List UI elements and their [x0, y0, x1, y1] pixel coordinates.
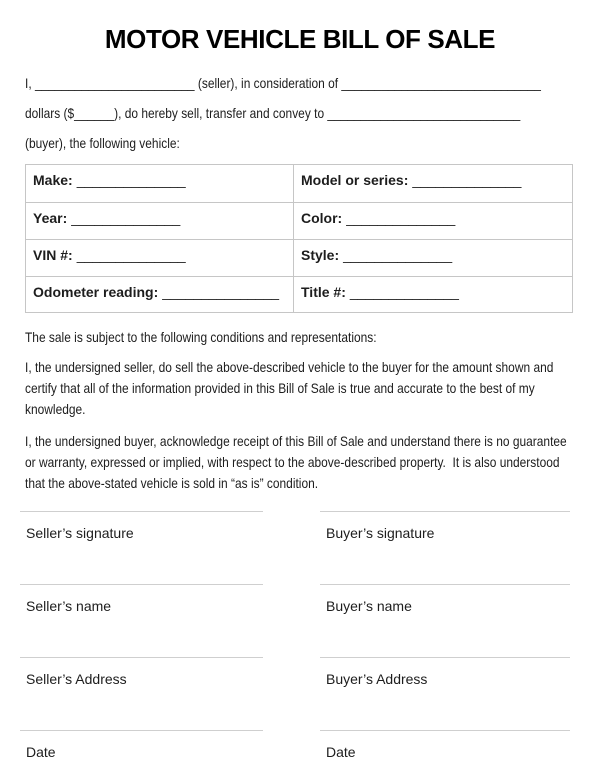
seller-date-field: [20, 730, 263, 780]
dollar-amount-blank: ______: [74, 105, 115, 121]
consideration-amount-blank: ______________________________: [341, 75, 541, 91]
signature-label: Seller’s signature: [26, 525, 134, 541]
field-label: Title #:: [301, 284, 346, 300]
make-field: [26, 165, 294, 202]
buyer-acknowledgment-paragraph: I, the undersigned buyer, acknowledge receipt of this Bill of Sale and understand there is no guarantee or warranty, expressed or implied, with respect to the above-described property. It is also understood that the above-stated vehicle is sold in “as is” condition.: [25, 433, 571, 491]
signature-section: [20, 511, 600, 780]
intro-line-3: (buyer), the following vehicle:: [25, 135, 180, 151]
conditions-heading: The sale is subject to the following conditions and representations:: [25, 329, 377, 345]
intro-text: (seller), in consideration of: [194, 75, 342, 91]
signature-label: Buyer’s name: [326, 598, 412, 614]
seller-certification-paragraph: I, the undersigned seller, do sell the above-described vehicle to the buyer for the amount shown and certify that all of the information provided in this Bill of Sale is true and accurate to the best of my knowledge.: [25, 359, 554, 417]
signature-label: Buyer’s signature: [326, 525, 435, 541]
field-label: VIN #:: [33, 247, 73, 263]
field-label: Year:: [33, 210, 68, 226]
signature-label: Buyer’s Address: [326, 671, 428, 687]
model-field: [294, 165, 572, 202]
field-label: Style:: [301, 247, 340, 263]
intro-line-1: [25, 68, 575, 98]
seller-name-blank: ________________________: [34, 75, 195, 91]
signature-label: Date: [326, 744, 356, 760]
signature-label: Seller’s name: [26, 598, 112, 614]
field-label: Odometer reading:: [33, 284, 159, 300]
year-field: [26, 202, 294, 239]
buyer-address-field: [320, 657, 570, 730]
field-label: Color:: [301, 210, 343, 226]
intro-text: ), do hereby sell, transfer and convey to: [114, 105, 328, 121]
document-title: MOTOR VEHICLE BILL OF SALE: [104, 24, 496, 54]
intro-line-2: [25, 98, 575, 128]
buyer-date-field: [320, 730, 570, 780]
style-field: [294, 239, 572, 276]
seller-address-field: [20, 657, 263, 730]
seller-signature-field: [20, 511, 263, 584]
intro-text: I,: [25, 75, 35, 91]
signature-label: Seller’s Address: [26, 671, 127, 687]
field-blank: ______________: [343, 247, 453, 263]
field-label: Model or series:: [301, 172, 409, 188]
field-blank: _______________: [162, 284, 280, 300]
title-number-field: [294, 276, 572, 312]
vehicle-details-table: [25, 164, 573, 313]
field-blank: ______________: [412, 172, 522, 188]
field-blank: ______________: [71, 210, 181, 226]
field-blank: ______________: [349, 284, 459, 300]
intro-text: dollars ($: [25, 105, 75, 121]
odometer-field: [26, 276, 294, 312]
signature-label: Date: [26, 744, 56, 760]
buyer-name-field: [320, 584, 570, 657]
vin-field: [26, 239, 294, 276]
field-label: Make:: [33, 172, 73, 188]
buyer-name-blank: _____________________________: [327, 105, 521, 121]
color-field: [294, 202, 572, 239]
field-blank: ______________: [76, 247, 186, 263]
field-blank: ______________: [346, 210, 456, 226]
seller-name-field: [20, 584, 263, 657]
field-blank: ______________: [76, 172, 186, 188]
buyer-signature-field: [320, 511, 570, 584]
